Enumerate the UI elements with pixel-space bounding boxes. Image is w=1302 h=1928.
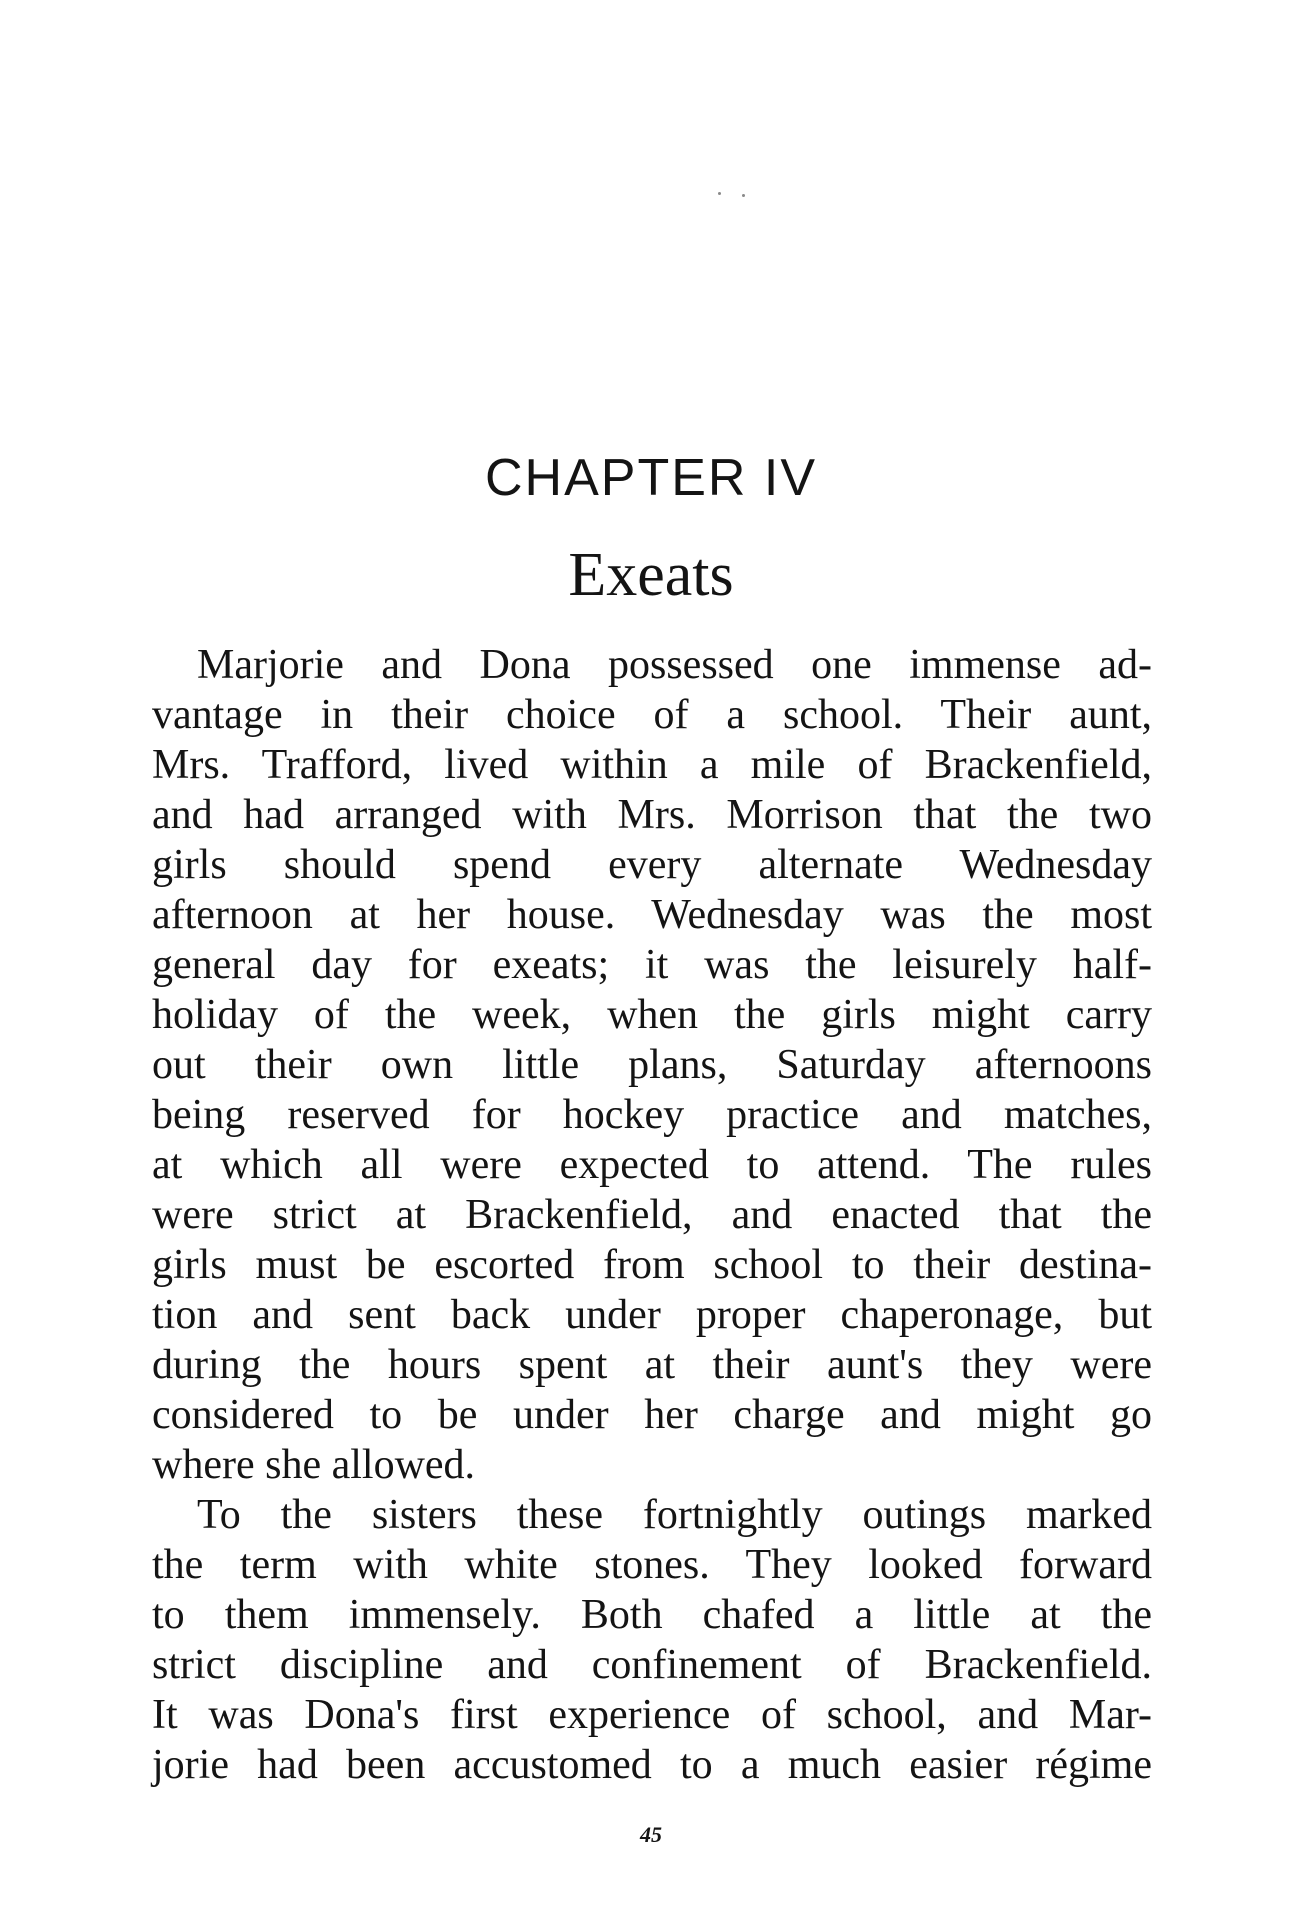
paragraph-2	[152, 1490, 1152, 1790]
text-line: to them immensely. Both chafed a little at the	[152, 1592, 1152, 1638]
text-line: afternoon at her house. Wednesday was the most	[152, 892, 1152, 938]
text-line: It was Dona's first experience of school, and Mar-	[152, 1692, 1152, 1738]
text-line: where she allowed.	[152, 1442, 476, 1488]
text-line: and had arranged with Mrs. Morrison that the two	[152, 792, 1152, 838]
text-line: were strict at Brackenfield, and enacted that the	[152, 1192, 1152, 1238]
chapter-heading: CHAPTER IV	[484, 449, 818, 507]
text-line: the term with white stones. They looked forward	[152, 1542, 1152, 1588]
text-line: being reserved for hockey practice and matches,	[152, 1092, 1152, 1138]
body-text	[152, 640, 1152, 1790]
text-line: general day for exeats; it was the leisurely half-	[152, 942, 1152, 988]
chapter-title: Exeats	[568, 541, 734, 609]
text-line: holiday of the week, when the girls might carry	[152, 992, 1152, 1038]
text-line: vantage in their choice of a school. Their aunt,	[152, 692, 1152, 738]
text-line: tion and sent back under proper chaperonage, but	[152, 1292, 1152, 1338]
text-line: Marjorie and Dona possessed one immense ad-	[197, 642, 1152, 688]
text-line: considered to be under her charge and might go	[152, 1392, 1152, 1438]
paragraph-1	[152, 640, 1152, 1490]
text-line: jorie had been accustomed to a much easier régime	[152, 1742, 1152, 1788]
text-line: girls should spend every alternate Wednesday	[152, 842, 1152, 888]
text-line: Mrs. Trafford, lived within a mile of Brackenfield,	[152, 742, 1152, 788]
text-line: strict discipline and confinement of Brackenfield.	[152, 1642, 1152, 1688]
text-line: To the sisters these fortnightly outings marked	[197, 1492, 1152, 1538]
page-number: 45	[640, 1822, 662, 1847]
text-line: at which all were expected to attend. The rules	[152, 1142, 1152, 1188]
text-line: during the hours spent at their aunt's they were	[152, 1342, 1152, 1388]
print-speck	[742, 194, 745, 197]
text-line: out their own little plans, Saturday afternoons	[152, 1042, 1152, 1088]
text-line: girls must be escorted from school to their destina-	[152, 1242, 1152, 1288]
print-speck	[718, 192, 721, 195]
